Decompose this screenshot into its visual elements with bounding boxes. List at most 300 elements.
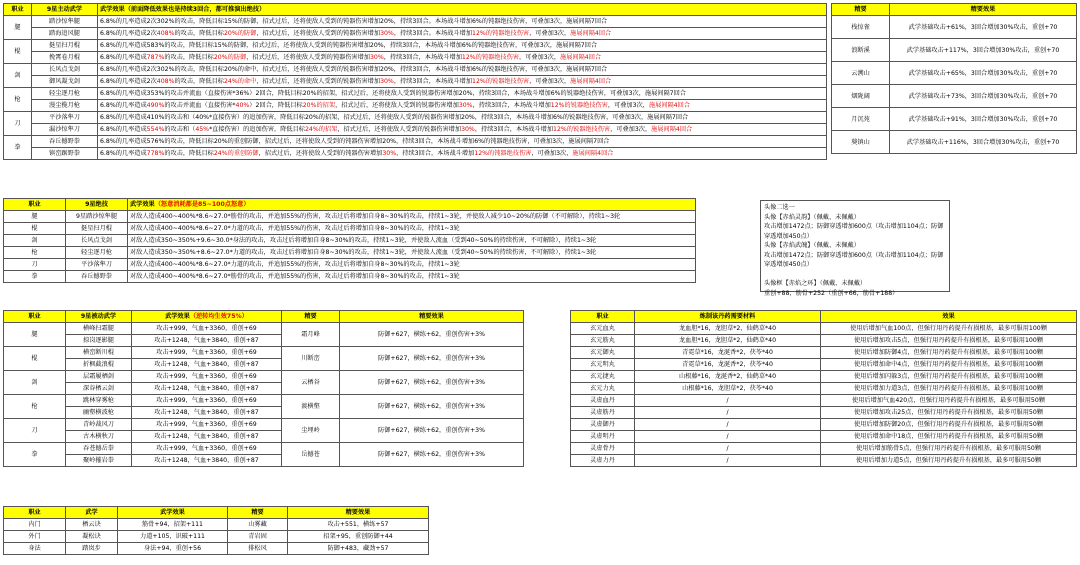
effect-text: 24%的招架 [304,126,338,133]
skill-name: 平沙落隼刀 [32,112,98,124]
pill-effect: 使用后增加筋骨5点，但强行用丹药提升有损根基，最多可服用50颗 [821,443,1077,455]
effect-text: 24%的命中 [223,78,257,85]
class-cell: 腿 [4,211,66,223]
effect-text: 30% [380,78,394,85]
passive-name: 横峦断川棍 [66,347,132,359]
effect-text: 20%的防御 [213,54,247,61]
table-row [4,323,524,335]
pill-name: 灵虚血丹 [571,395,635,407]
essence-name: 栈惊雀 [832,16,890,39]
effect-text: 787% [146,54,165,61]
skill-name: 踏海追风腿 [32,28,98,40]
pill-name: 灵虚骨丹 [571,443,635,455]
table-row [4,52,827,64]
skill-name: 漫尘揽月枪 [32,100,98,112]
effect-text: ，招式过后，还将使敌人受到的锐器伤害增加 [256,78,381,85]
essence-effect: 防御+627，横练+62，重创伤害+3% [340,323,524,347]
essence-name: 渡横壑 [282,395,340,419]
skill-effect: 力道+105，识破+111 [118,531,228,543]
effect-text: 6.8%的几率造成2次 [100,30,157,37]
effect-text: ，招式过后，还将使敌人受到的钝器伤害增加 [258,150,383,157]
effect-text: 40% [235,102,250,109]
header-effect: 武学效果（逆转均生效75%） [132,311,282,323]
header-effect: 武学效果（前面降低效果也是持续3回合，都可推演出绝技） [98,4,827,16]
header-effect: 武学效果（怒意消耗都是85~100点怒意） [128,199,696,211]
pill-name: 玄元御丸 [571,347,635,359]
pill-material: / [635,395,821,407]
ultimate-name: 轻尘逐月枪 [66,247,128,259]
passive-name: 横峰扫霜腿 [66,323,132,335]
essence-effect: 防御+627，横练+62，重创伤害+3% [340,443,524,467]
class-cell: 拳 [4,136,32,160]
effect-text: 6.8%的几率造成2次302%的攻击，降低目标15%的防御，招式过后，还将使敌人受到的钝器伤害增加20%，持续3回合。本场战斗增加6%的钝器绝技伤害，可叠加3次，施展间隔7回合 [100,18,608,25]
pill-material: / [635,443,821,455]
pill-material: / [635,419,821,431]
skill-name: 栖云诀 [66,519,118,531]
essence-effect: 防御+483，藏劲+57 [288,543,429,555]
passive-effect: 攻击+999，气血+3360，重创+69 [132,371,282,383]
table-row [4,211,696,223]
header-class: 职业 [4,311,66,323]
effect-text: 30% [382,150,397,157]
pill-effect: 使用后增加防御4点，但强行用丹药提升有损根基，最多可服用100颗 [821,347,1077,359]
class-cell: 刀 [4,112,32,136]
class-cell: 棍 [4,40,32,64]
skill-name: 长风点戈剑 [32,64,98,76]
skill-effect [98,136,827,148]
pill-effect: 使用后增加攻击25点，但强行用丹药提升有损根基，最多可服用50颗 [821,407,1077,419]
skill-effect [98,52,827,64]
skill-name: 御风凝戈剑 [32,76,98,88]
table-row [4,543,429,555]
header-material: 炼制该丹药需要材料 [635,311,821,323]
ultimate-name: 挺星扫月棍 [66,223,128,235]
table-row [4,64,827,76]
pill-effect: 使用后增加防御20点，但强行用丹药提升有损根基，最多可服用50颗 [821,419,1077,431]
class-cell: 枪 [4,88,32,112]
effect-text: ，招式过后，还将使敌人受到的锐器伤害增加 [337,126,462,133]
essence-name: 月沉苑 [832,108,890,131]
essence-name: 岳撼苍 [282,443,340,467]
skill-effect [98,148,827,160]
pill-name: 玄元明丸 [571,359,635,371]
skill-effect [98,64,827,76]
effect-text: 20%的防御 [223,30,257,37]
class-cell: 刀 [4,259,66,271]
pill-name: 玄元力丸 [571,383,635,395]
effect-text: ，招式过后，还将使敌人受到的钝器伤害增加 [256,30,381,37]
pill-name: 灵虚力丹 [571,455,635,467]
passive-effect: 攻击+1248，气血+3840，重创+87 [132,407,282,419]
table-row [4,76,827,88]
effect-text: ，可叠加3次， [529,78,571,85]
table-row [4,235,696,247]
class-cell: 内门 [4,519,66,531]
note-line: 攻击增加1472点；防御穿透增加600点（攻击增加1104点；防御穿透增加450点） [764,251,944,268]
passive-effect: 攻击+999，气血+3360，重创+69 [132,347,282,359]
effect-text: 408% [156,78,175,85]
effect-text: ，招式过后，还将使敌人受到的钝器伤害增加 [246,54,370,61]
essence-effect: 武学基础攻击+91%，3回合增加30%攻击，重创+70 [890,108,1077,131]
table-row [4,519,429,531]
passive-name: 古木横秋刀 [66,431,132,443]
effect-text: *直接伤害）的追加伤害，降低目标 [209,126,305,133]
effect-text: 12%的锐器绝技伤害 [550,102,608,109]
header-essence: 精要 [228,507,288,519]
essence-effect: 防御+627，横练+62，重创伤害+3% [340,395,524,419]
skill-name: 踏岚步 [66,543,118,555]
table-row [571,395,1077,407]
skill-name: 凝松诀 [66,531,118,543]
class-cell: 棍 [4,223,66,235]
ultimate-name: 吞丘撼野拳 [66,271,128,283]
table-row [4,247,696,259]
skill-effect [98,76,827,88]
effect-text: ，可叠加3次， [529,30,571,37]
pill-material: 青霓草*16，龙涎香*2，茯苓*40 [635,347,821,359]
ultimate-effect: 对敌人造成350~350%+9.6~30.0*身法的攻击，攻击过后将增加自身8~30%的攻击，持续1~3轮，并使敌人流血（受到40~50%的持续伤害，不可解除），持续1~3轮 [128,235,696,247]
skill-name: 轻尘逐月枪 [32,88,98,100]
header-class: 职业 [571,311,635,323]
effect-text: 6.8%的几率造成2次302%的攻击，降低目标20%的命中，招式过后，还将使敌人受到的锐器伤害增加20%，持续3回合，本场战斗增加6%的锐器绝技伤害，可叠加3次，施展间隔7回合 [100,66,608,73]
table-row [4,40,827,52]
essence-effect: 武学基础攻击+73%，3回合增加30%攻击，重创+70 [890,85,1077,108]
essence-effect: 招架+95，重创防御+44 [288,531,429,543]
effect-text: ，持续3回合，本场战斗增加 [472,102,551,109]
header-essence-effect: 精要效果 [340,311,524,323]
effect-text: 24%的重创防御 [213,150,259,157]
skill-effect [98,124,827,136]
pill-effect: 使用后增加气血100点，但强行用丹药提升有损根基，最多可服用100颗 [821,323,1077,335]
pill-effect: 使用后增加命中18点，但强行用丹药提升有损根基，最多可服用50颗 [821,431,1077,443]
table-row [4,371,524,383]
table-row [571,359,1077,371]
table-row [4,395,524,407]
table-row [4,259,696,271]
ultimate-effect: 对敌人造成350~350%+8.6~27.0*力道的攻击，攻击过后将增加自身8~30%的攻击，持续1~3轮，并使敌人流血（受到40~50%的持续伤害，不可解除），持续1~3轮 [128,247,696,259]
header-skill: 武学 [66,507,118,519]
effect-text: ，持续3回合。本场战斗增加 [393,30,473,37]
table-row [571,407,1077,419]
table-row [4,112,827,124]
effect-text: ，招式过后，还将使敌人受到的锐器伤害增加 [335,102,459,109]
skill-effect [98,28,827,40]
table-row [832,62,1077,85]
pill-effect: 使用后增加闪躲3点，但强行用丹药提升有损根基，最多可服用100颗 [821,371,1077,383]
skill-name: 踏沙惊隼腿 [32,16,98,28]
effect-text: 6.8%的几率造成410%的攻击和（40%*直接伤害）的追加伤害，降低目标20%的招架，招式过后，还将使敌人受到的锐器伤害增加20%，持续3回合，本场战斗增加6%的锐器绝技伤害，可叠加3次，施展间隔7回合 [100,114,689,121]
table-row [4,347,524,359]
header-class: 职业 [4,507,66,519]
effect-text: 施展间隔4回合 [651,126,693,133]
effect-text: 的攻击，降低目标 [164,54,214,61]
header-essence: 精要 [832,4,890,16]
ultimate-name: 长风点戈剑 [66,235,128,247]
essence-effect: 武学基础攻击+116%，3回合增加30%攻击，重创+70 [890,131,1077,154]
class-cell: 拳 [4,271,66,283]
class-cell: 剑 [4,64,32,88]
table-row [571,347,1077,359]
table-row [4,100,827,112]
header-essence-effect: 精要效果 [890,4,1077,16]
header-effect: 效果 [821,311,1077,323]
essence-effect: 防御+627，横练+62，重创伤害+3% [340,371,524,395]
ultimate-effect: 对敌人造成400~400%*8.6~27.0*筋骨的攻击，并追加55%的伤害，攻击过后将增加自身8~30%的攻击，持续1~3轮 [128,271,696,283]
effect-text: ）2回合，降低目标 [249,102,303,109]
header-class: 职业 [4,4,32,16]
table-row [832,131,1077,154]
effect-text: 12%的钝器绝技伤害 [461,54,519,61]
skill-effect [98,88,827,100]
passive-effect: 攻击+999，气血+3360，重创+69 [132,443,282,455]
effect-text: 45% [195,126,210,133]
ultimate-effect: 对敌人造成400~400%*8.6~27.0*力道的攻击，并追加55%的伤害，攻击过后将增加自身8~30%的攻击，持续1~3轮 [128,223,696,235]
class-cell: 剑 [4,235,66,247]
header-essence-effect: 精要效果 [288,507,429,519]
internal-skill-table [3,506,429,555]
note-line: 重创+88，筋骨+252（重创+66，筋骨+188） [764,289,899,297]
passive-effect: 攻击+1248，气血+3840，重创+87 [132,335,282,347]
pill-material: 山根藤*16，龙涎香*2，仙鹤草*40 [635,371,821,383]
pill-effect: 使用后增加命中4点，但强行用丹药提升有损根基，最多可服用100颗 [821,359,1077,371]
effect-text: 6.8%的几率造成 [100,54,147,61]
effect-text: ，持续3回合，本场战斗增加 [474,126,554,133]
effect-text: 554% [146,126,165,133]
skill-effect [98,100,827,112]
header-effect: 武学效果 [118,507,228,519]
pill-material: 山根藤*16，龙胆草*2，茯苓*40 [635,383,821,395]
ultimate-name: 平沙落隼刀 [66,259,128,271]
essence-effect: 武学基础攻击+117%，3回合增加30%攻击，重创+70 [890,39,1077,62]
pill-effect: 使用后增加气血420点，但强行用丹药提升有损根基，最多可服用50颗 [821,395,1077,407]
pill-effect: 使用后增加攻击5点，但强行用丹药提升有损根基，最多可服用100颗 [821,335,1077,347]
effect-text: 490% [146,102,165,109]
effect-text: 6.8%的几率造成 [100,126,147,133]
passive-effect: 攻击+1248，气血+3840，重创+87 [132,383,282,395]
effect-text: 778% [146,150,165,157]
passive-effect: 攻击+999，气血+3360，重创+69 [132,395,282,407]
pill-material: / [635,407,821,419]
class-cell: 身法 [4,543,66,555]
skill-effect [98,112,827,124]
header-skill: 9星主动武学 [32,4,98,16]
effect-text: 施展间隔4回合 [560,54,602,61]
class-cell: 刀 [4,419,66,443]
effect-text: 30% [458,102,473,109]
passive-name: 聚岭摧岩拳 [66,455,132,467]
table-row [4,16,827,28]
effect-text: 20%的招架 [302,102,336,109]
effect-text: 6.8%的几率造成 [100,150,147,157]
effect-text: 施展间隔4回合 [570,78,612,85]
pill-name: 灵虚筋丹 [571,407,635,419]
table-row [571,383,1077,395]
passive-name: 幽壑横波枪 [66,407,132,419]
skill-name: 挽霄卷月棍 [32,52,98,64]
effect-text: ，可叠加3次， [610,126,652,133]
pill-material: / [635,431,821,443]
effect-text: 6.8%的几率造成 [100,102,147,109]
effect-text: 的攻击，降低目标 [174,78,224,85]
essence-effect: 武学基础攻击+65%，3回合增加30%攻击，重创+70 [890,62,1077,85]
essence-name: 霜月峰 [282,323,340,347]
effect-text: ，持续3回合，本场战斗增加 [383,54,462,61]
effect-text: 的攻击，降低目标 [174,30,224,37]
class-cell: 外门 [4,531,66,543]
effect-text: 施展间隔4回合 [570,30,612,37]
table-row [571,371,1077,383]
effect-text: 12%的锐器绝技伤害 [553,126,611,133]
skill-name: 挺星扫月棍 [32,40,98,52]
header-essence: 精要 [282,311,340,323]
avatar-note [760,200,950,297]
class-cell: 枪 [4,395,66,419]
table-row [832,85,1077,108]
skill-effect: 身法+94，重创+56 [118,543,228,555]
effect-text: 6.8%的几率造成2次 [100,78,157,85]
passive-effect: 攻击+1248，气血+3840，重创+87 [132,455,282,467]
pill-name: 玄元捷丸 [571,371,635,383]
skill-name: 镇峦踞野拳 [32,148,98,160]
table-row [571,323,1077,335]
effect-text: ，持续3回合，本场战斗增加 [396,150,475,157]
effect-text: 6.8%的几率造成583%的攻击，降低目标15%的防御，招式过后，还将使敌人受到的钝器伤害增加20%，持续3回合，本场战斗增加6%的钝器绝技伤害，可叠加3次，施展间隔7回合 [100,42,598,49]
passive-name: 青岭裁风刀 [66,419,132,431]
passive-effect: 攻击+999，气血+3360，重创+69 [132,419,282,431]
pill-table [570,310,1077,467]
ultimate-table [3,198,696,283]
table-row [571,455,1077,467]
pill-material: / [635,455,821,467]
passive-name: 掠岗逐影腿 [66,335,132,347]
class-cell: 拳 [4,443,66,467]
passive-name: 跳林穿雾枪 [66,395,132,407]
note-line: 攻击增加1472点；防御穿透增加600点（攻击增加1104点；防御穿透增加450点） [764,223,944,240]
table-row [571,443,1077,455]
pill-name: 灵虚御丹 [571,419,635,431]
effect-text: 30% [369,54,384,61]
note-line: 头像【赤焰武魄】（佩戴、未佩戴） [764,242,860,249]
essence-name: 尘埋岭 [282,419,340,443]
effect-text: 6.8%的几率造成576%的攻击，降低目标20%的重创防御，招式过后，还将使敌人受到的钝器伤害增加20%，持续3回合，本场战斗增加6%的钝器绝技伤害，可叠加3次，施展间隔7回合 [100,138,610,145]
note-line: 头像二选一 [764,204,795,211]
class-cell: 枪 [4,247,66,259]
header-ultimate: 9星绝技 [66,199,128,211]
table-row [4,136,827,148]
passive-effect: 攻击+1248，气血+3840，重创+87 [132,359,282,371]
essence-name: 云栖谷 [282,371,340,395]
essence-name: 烟陇阔 [832,85,890,108]
passive-effect: 攻击+1248，气血+3840，重创+87 [132,431,282,443]
effect-text: ，持续3回合，本场战斗增加 [393,78,473,85]
passive-skill-table [3,310,524,467]
ultimate-effect: 对敌人造成400~400%*8.6~27.0*力道的攻击，并追加55%的伤害，攻击过后将增加自身8~30%的攻击，持续1~3轮 [128,259,696,271]
table-row [832,108,1077,131]
table-row [4,531,429,543]
effect-text: 30% [380,30,394,37]
effect-text: 的攻击，降低目标 [164,150,214,157]
effect-text: 12%的钝器绝技伤害 [474,150,532,157]
table-row [4,223,696,235]
table-row [4,28,827,40]
essence-table [831,3,1077,154]
note-line: 头像框【赤焰之环】（佩戴、未佩戴） [764,280,867,287]
effect-text: ，可叠加3次， [531,150,573,157]
essence-name: 云溯山 [832,62,890,85]
pill-name: 玄元血丸 [571,323,635,335]
effect-text: 施展间隔4回合 [572,150,614,157]
table-row [571,419,1077,431]
effect-text: 6.8%的几率造成353%的攻击并流血（直接伤害*36%）2回合，降低目标20%的招架，招式过后，还将使敌人受到的锐器伤害增加20%，持续3回合，本场战斗增加6%的锐器绝技伤害，可叠加3次，施展间隔7回合 [100,90,686,97]
effect-text: 12%的锐器绝技伤害 [472,78,530,85]
essence-name: 排松风 [228,543,288,555]
table-row [4,124,827,136]
essence-name: 川断峦 [282,347,340,371]
essence-effect: 攻击+551，横练+57 [288,519,429,531]
note-line [764,270,946,280]
table-row [571,431,1077,443]
class-cell: 腿 [4,323,66,347]
class-cell: 剑 [4,371,66,395]
effect-text: 的攻击并流血（直接伤害* [164,102,236,109]
skill-name: 漏沙惊隼刀 [32,124,98,136]
pill-effect: 使用后增加力道3点，但强行用丹药提升有损根基，最多可服用100颗 [821,383,1077,395]
pill-material: 龙血胆*16，龙胆草*2，仙鹤草*40 [635,323,821,335]
table-row [4,443,524,455]
header-class: 职业 [4,199,66,211]
essence-name: 獒镇山 [832,131,890,154]
pill-name: 灵虚明丹 [571,431,635,443]
effect-text: ，可叠加3次， [518,54,561,61]
skill-effect [98,40,827,52]
table-row [4,271,696,283]
essence-effect: 防御+627，横练+62，重创伤害+3% [340,419,524,443]
pill-name: 玄元筋丸 [571,335,635,347]
pill-effect: 使用后增加力道5点，但强行用丹药提升有损根基，最多可服用50颗 [821,455,1077,467]
passive-name: 层霜履栖剑 [66,371,132,383]
passive-effect: 攻击+999，气血+3360，重创+69 [132,323,282,335]
pill-material: 青霓草*16，龙涎香*2，茯苓*40 [635,359,821,371]
passive-name: 吞苍撼岳拳 [66,443,132,455]
essence-name: 青岩固 [228,531,288,543]
skill-name: 吞丘撼野拳 [32,136,98,148]
ultimate-effect: 对敌人造成400~400%*8.6~27.0*筋骨的攻击，并追加55%的伤害，攻击过后将增加自身8~30%的攻击，持续1~3轮，并使敌人减少10~20%的防御（不可解除），持续1~3轮 [128,211,696,223]
ultimate-name: 9星踏沙惊隼腿 [66,211,128,223]
note-line: 头像【赤焰灵韵】（佩戴、未佩戴） [764,213,860,221]
table-row [4,419,524,431]
table-row [832,16,1077,39]
table-row [4,148,827,160]
class-cell: 棍 [4,347,66,371]
effect-text: 12%的钝器绝技伤害 [472,30,530,37]
effect-text: ，可叠加3次， [607,102,649,109]
skill-effect [98,16,827,28]
effect-text: 施展间隔4回合 [648,102,690,109]
table-row [4,88,827,100]
skill-effect: 筋骨+94，招架+111 [118,519,228,531]
effect-text: 的攻击和（ [164,126,196,133]
passive-name: 深谷栖云剑 [66,383,132,395]
effect-text: 30% [461,126,475,133]
pill-material: 龙血胆*16，龙胆草*2，仙鹤草*40 [635,335,821,347]
effect-text: 408% [156,30,175,37]
essence-effect: 防御+627，横练+62，重创伤害+3% [340,347,524,371]
header-passive: 9星被动武学 [66,311,132,323]
essence-name: 山雾藏 [228,519,288,531]
active-skill-table [3,3,827,160]
essence-name: 浪断溪 [832,39,890,62]
essence-effect: 武学基础攻击+61%，3回合增加30%攻击，重创+70 [890,16,1077,39]
